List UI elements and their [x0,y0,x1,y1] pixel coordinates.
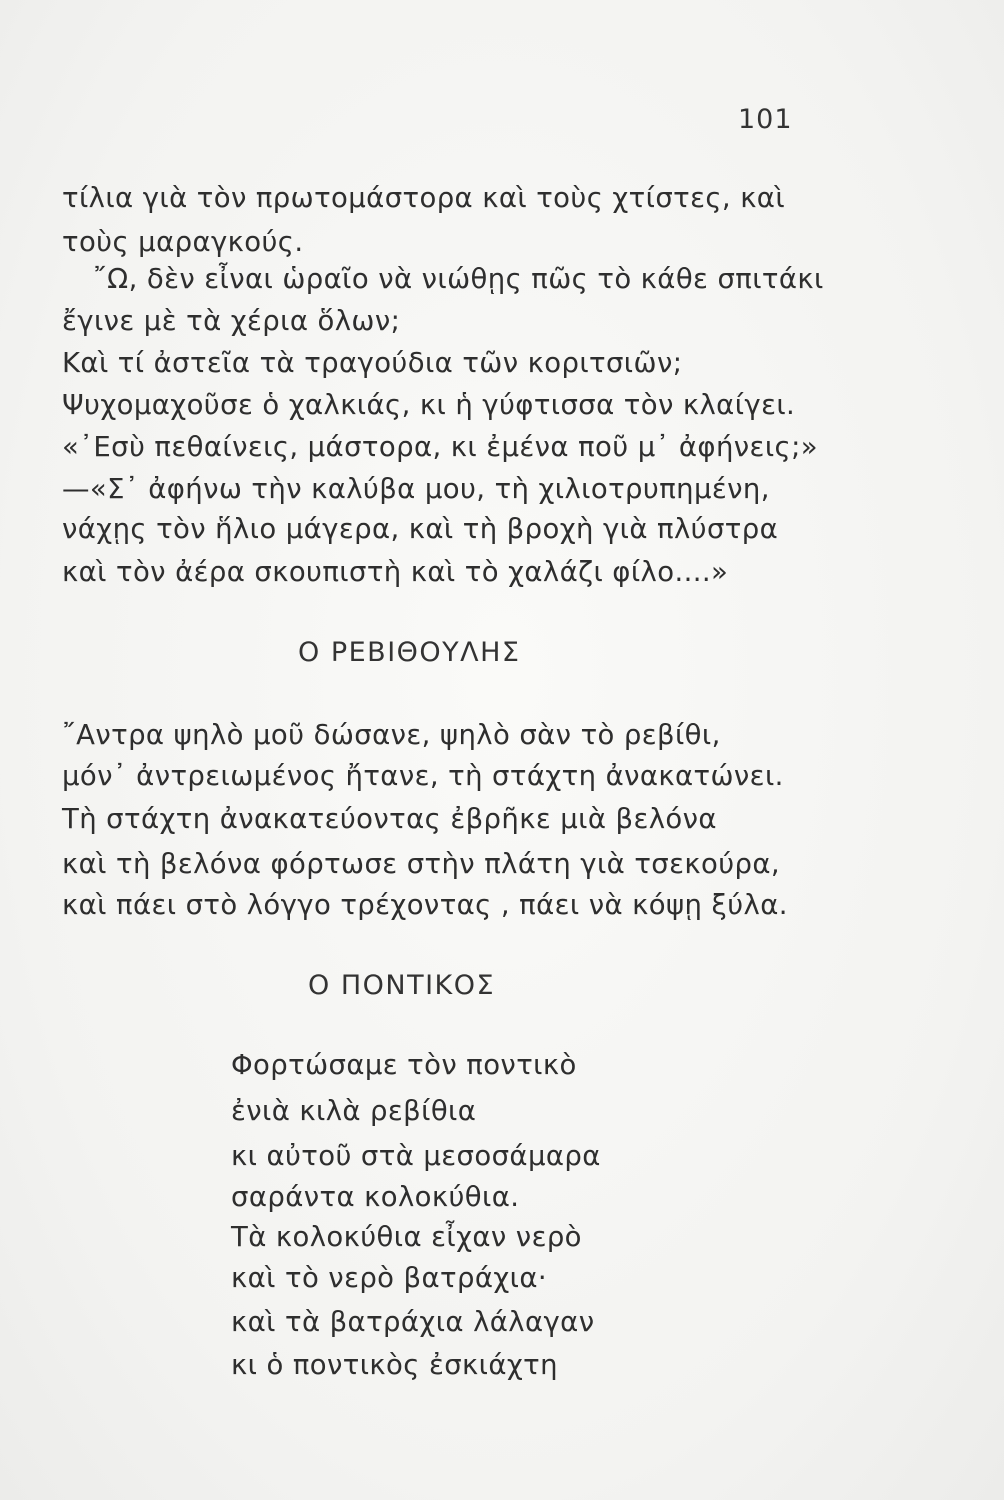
text-line: Καὶ τί ἀστεῖα τὰ τραγούδια τῶν κοριτσιῶν; [62,347,683,379]
poem-line: καὶ πάει στὸ λόγγο τρέχοντας , πάει νὰ κόψῃ ξύλα. [62,889,788,921]
text-line: νάχῃς τὸν ἥλιο μάγερα, καὶ τὴ βροχὴ γιὰ πλύστρα [62,513,779,545]
text-line: τοὺς μαραγκούς. [62,226,304,258]
section-title-revithoulis: Ο ΡΕΒΙΘΟΥΛΗΣ [298,637,521,668]
page-number: 101 [738,104,793,135]
verse-line: καὶ τὰ βατράχια λάλαγαν [231,1306,595,1338]
text-line: ἔγινε μὲ τὰ χέρια ὅλων; [62,305,401,337]
poem-line: καὶ τὴ βελόνα φόρτωσε στὴν πλάτη γιὰ τσεκούρα, [62,848,781,880]
text-line: Ψυχομαχοῦσε ὁ χαλκιάς, κι ἡ γύφτισσα τὸν κλαίγει. [62,389,796,421]
poem-line: Τὴ στάχτη ἀνακατεύοντας ἐβρῆκε μιὰ βελόνα [62,803,717,835]
verse-line: κι ὁ ποντικὸς ἐσκιάχτη [231,1349,558,1381]
section-title-pontikos: Ο ΠΟΝΤΙΚΟΣ [308,970,496,1001]
verse-line: κι αὐτοῦ στὰ μεσοσάμαρα [231,1140,601,1172]
poem-line: ῎Αντρα ψηλὸ μοῦ δώσανε, ψηλὸ σὰν τὸ ρεβίθι, [62,719,721,751]
verse-line: καὶ τὸ νερὸ βατράχια· [231,1262,548,1294]
verse-line: ἐνιὰ κιλὰ ρεβίθια [231,1095,477,1127]
poem-line: μόν᾿ ἀντρειωμένος ἤτανε, τὴ στάχτη ἀνακατώνει. [62,760,784,792]
text-line: καὶ τὸν ἀέρα σκουπιστὴ καὶ τὸ χαλάζι φίλο....» [62,556,729,588]
text-line: «᾿Εσὺ πεθαίνεις, μάστορα, κι ἐμένα ποῦ μ᾿ ἀφήνεις;» [62,431,818,463]
text-line: —«Σ᾿ ἀφήνω τὴν καλύβα μου, τὴ χιλιοτρυπημένη, [62,473,770,505]
text-line: ῎Ω, δὲν εἶναι ὡραῖο νὰ νιώθῃς πῶς τὸ κάθε σπιτάκι [93,263,824,295]
verse-line: Τὰ κολοκύθια εἶχαν νερὸ [231,1221,582,1253]
text-line: τίλια γιὰ τὸν πρωτομάστορα καὶ τοὺς χτίστες, καὶ [62,182,786,214]
verse-line: Φορτώσαμε τὸν ποντικὸ [231,1049,577,1081]
verse-line: σαράντα κολοκύθια. [231,1181,520,1213]
